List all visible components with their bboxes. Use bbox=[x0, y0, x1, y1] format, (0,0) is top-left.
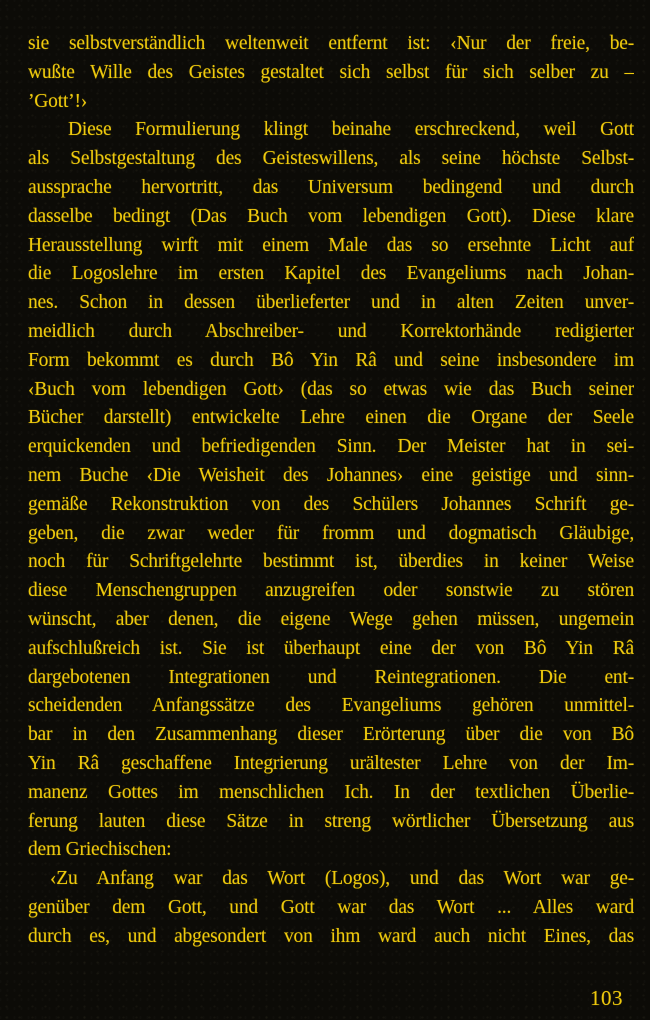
text-line: scheidenden Anfangssätze des Evangeliums gehören unmittel- bbox=[28, 695, 634, 717]
text-line: Form bekommt es durch Bô Yin Râ und seine insbesondere im bbox=[28, 349, 634, 371]
text-line: aussprache hervortritt, das Universum bedingend und durch bbox=[28, 176, 634, 198]
text-line: wußte Wille des Geistes gestaltet sich selbst für sich selber zu – bbox=[28, 61, 634, 83]
text-line: aufschlußreich ist. Sie ist überhaupt eine der von Bô Yin Râ bbox=[28, 637, 634, 659]
page-text bbox=[28, 30, 634, 952]
text-line: meidlich durch Abschreiber- und Korrektorhände redigierter bbox=[28, 320, 634, 342]
text-line: Bücher darstellt) entwickelte Lehre einen die Organe der Seele bbox=[28, 407, 634, 429]
text-line: Yin Râ geschaffene Integrierung urältester Lehre von der Im- bbox=[28, 752, 634, 774]
text-line: manenz Gottes im menschlichen Ich. In der textlichen Überlie- bbox=[28, 781, 634, 803]
text-line: erquickenden und befriedigenden Sinn. Der Meister hat in sei- bbox=[28, 436, 634, 458]
text-line: noch für Schriftgelehrte bestimmt ist, überdies in keiner Weise bbox=[28, 551, 634, 573]
text-line: geben, die zwar weder für fromm und dogmatisch Gläubige, bbox=[28, 522, 634, 544]
text-line: nes. Schon in dessen überlieferter und in alten Zeiten unver- bbox=[28, 292, 634, 314]
text-line: diese Menschengruppen anzugreifen oder sonstwie zu stören bbox=[28, 580, 634, 602]
text-line: bar in den Zusammenhang dieser Erörterung über die von Bô bbox=[28, 724, 634, 746]
text-line: ’Gott’!› bbox=[28, 90, 88, 112]
text-line: ferung lauten diese Sätze in streng wörtlicher Übersetzung aus bbox=[28, 810, 634, 832]
text-line: gemäße Rekonstruktion von des Schülers Johannes Schrift ge- bbox=[28, 493, 634, 515]
text-line: wünscht, aber denen, die eigene Wege gehen müssen, ungemein bbox=[28, 608, 634, 630]
text-line: als Selbstgestaltung des Geisteswillens, als seine höchste Selbst- bbox=[28, 148, 634, 170]
text-line: dargebotenen Integrationen und Reintegrationen. Die ent- bbox=[28, 666, 634, 688]
text-line: durch es, und abgesondert von ihm ward auch nicht Eines, das bbox=[28, 925, 634, 947]
text-line: sie selbstverständlich weltenweit entfernt ist: ‹Nur der freie, be- bbox=[28, 33, 634, 54]
text-line: die Logoslehre im ersten Kapitel des Evangeliums nach Johan- bbox=[28, 263, 634, 285]
text-line: Diese Formulierung klingt beinahe erschreckend, weil Gott bbox=[68, 119, 634, 141]
text-line: ‹Buch vom lebendigen Gott› (das so etwas wie das Buch seiner bbox=[28, 378, 634, 400]
text-line: dem Griechischen: bbox=[28, 839, 172, 861]
text-line: Herausstellung wirft mit einem Male das so ersehnte Licht auf bbox=[28, 234, 634, 256]
text-line: nem Buche ‹Die Weisheit des Johannes› eine geistige und sinn- bbox=[28, 464, 634, 486]
page-number: 103 bbox=[590, 986, 623, 1010]
text-line: ‹Zu Anfang war das Wort (Logos), und das Wort war ge- bbox=[50, 868, 634, 890]
text-line: genüber dem Gott, und Gott war das Wort ... Alles ward bbox=[28, 896, 634, 918]
text-line: dasselbe bedingt (Das Buch vom lebendigen Gott). Diese klare bbox=[28, 205, 634, 227]
